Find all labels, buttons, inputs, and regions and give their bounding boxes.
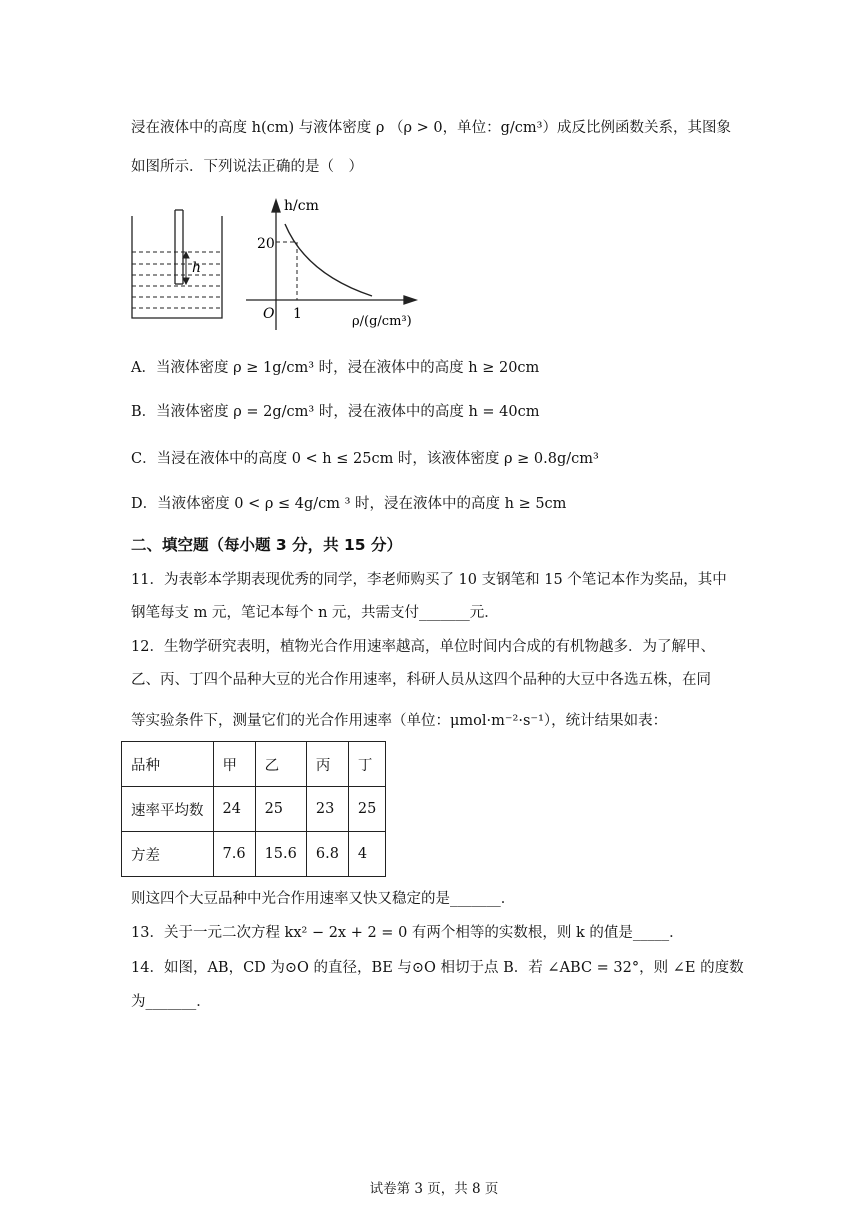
table-header-cell: 丙: [306, 742, 348, 787]
table-cell: 速率平均数: [122, 787, 214, 832]
page-footer: 试卷第 3 页，共 8 页: [369, 1181, 499, 1197]
table-cell: 7.6: [213, 832, 255, 877]
section-title: 二、填空题（每小题 3 分，共 15 分）: [131, 536, 402, 554]
q10-intro-line1: 浸在液体中的高度 h(cm) 与液体密度 ρ （ρ > 0，单位：g/cm³）成反比例函数关系，其图象: [131, 120, 731, 136]
table-header-cell: 品种: [122, 742, 214, 787]
y-tick-20: 20: [257, 236, 275, 252]
table-cell: 6.8: [306, 832, 348, 877]
table-header-row: [122, 742, 386, 787]
origin-label: O: [263, 306, 275, 322]
table-row: [122, 832, 386, 877]
q12-line3: 等实验条件下，测量它们的光合作用速率（单位：μmol·m⁻²·s⁻¹），统计结果如表：: [131, 713, 668, 729]
table-header-cell: 丁: [348, 742, 385, 787]
x-axis-label: ρ/(g/cm³): [352, 314, 412, 329]
table-header-cell: 甲: [213, 742, 255, 787]
x-tick-1: 1: [293, 306, 302, 322]
hyperbola-curve: [285, 224, 372, 296]
table-cell: 24: [213, 787, 255, 832]
q11-line1: 11．为表彰本学期表现优秀的同学，李老师购买了 10 支钢笔和 15 个笔记本作为奖品，其中: [131, 572, 727, 588]
inverse-proportion-graph: [244, 190, 424, 338]
q14-line1: 14．如图，AB，CD 为⊙O 的直径，BE 与⊙O 相切于点 B．若 ∠ABC = 32°，则 ∠E 的度数: [131, 960, 744, 976]
q13-line1: 13．关于一元二次方程 kx² − 2x + 2 = 0 有两个相等的实数根，则 k 的值是_____．: [131, 925, 684, 941]
option-d: D．当液体密度 0 < ρ ≤ 4g/cm ³ 时，浸在液体中的高度 h ≥ 5cm: [131, 496, 567, 512]
table-cell: 23: [306, 787, 348, 832]
table-header-cell: 乙: [255, 742, 306, 787]
table-row: [122, 787, 386, 832]
option-b: B．当液体密度 ρ = 2g/cm³ 时，浸在液体中的高度 h = 40cm: [131, 404, 540, 420]
soybean-rate-table: [121, 741, 386, 877]
y-axis-label: h/cm: [284, 198, 319, 214]
q14-line2: 为_______．: [131, 994, 211, 1010]
q12-after: 则这四个大豆品种中光合作用速率又快又稳定的是_______．: [131, 891, 516, 907]
table-cell: 25: [348, 787, 385, 832]
table-cell: 4: [348, 832, 385, 877]
q12-line1: 12．生物学研究表明，植物光合作用速率越高，单位时间内合成的有机物越多．为了解甲、: [131, 639, 715, 655]
option-a: A．当液体密度 ρ ≥ 1g/cm³ 时，浸在液体中的高度 h ≥ 20cm: [131, 360, 540, 376]
table-cell: 25: [255, 787, 306, 832]
q11-line2: 钢笔每支 m 元，笔记本每个 n 元，共需支付_______元．: [131, 605, 499, 621]
table-cell: 15.6: [255, 832, 306, 877]
beaker-h-label: h: [192, 260, 202, 276]
q10-intro-line2: 如图所示．下列说法正确的是（ ）: [131, 159, 363, 175]
q12-line2: 乙、丙、丁四个品种大豆的光合作用速率，科研人员从这四个品种的大豆中各选五株，在同: [131, 672, 711, 688]
table-cell: 方差: [122, 832, 214, 877]
beaker-figure: [128, 206, 228, 324]
option-c: C．当浸在液体中的高度 0 < h ≤ 25cm 时，该液体密度 ρ ≥ 0.8g/cm³: [131, 451, 599, 467]
